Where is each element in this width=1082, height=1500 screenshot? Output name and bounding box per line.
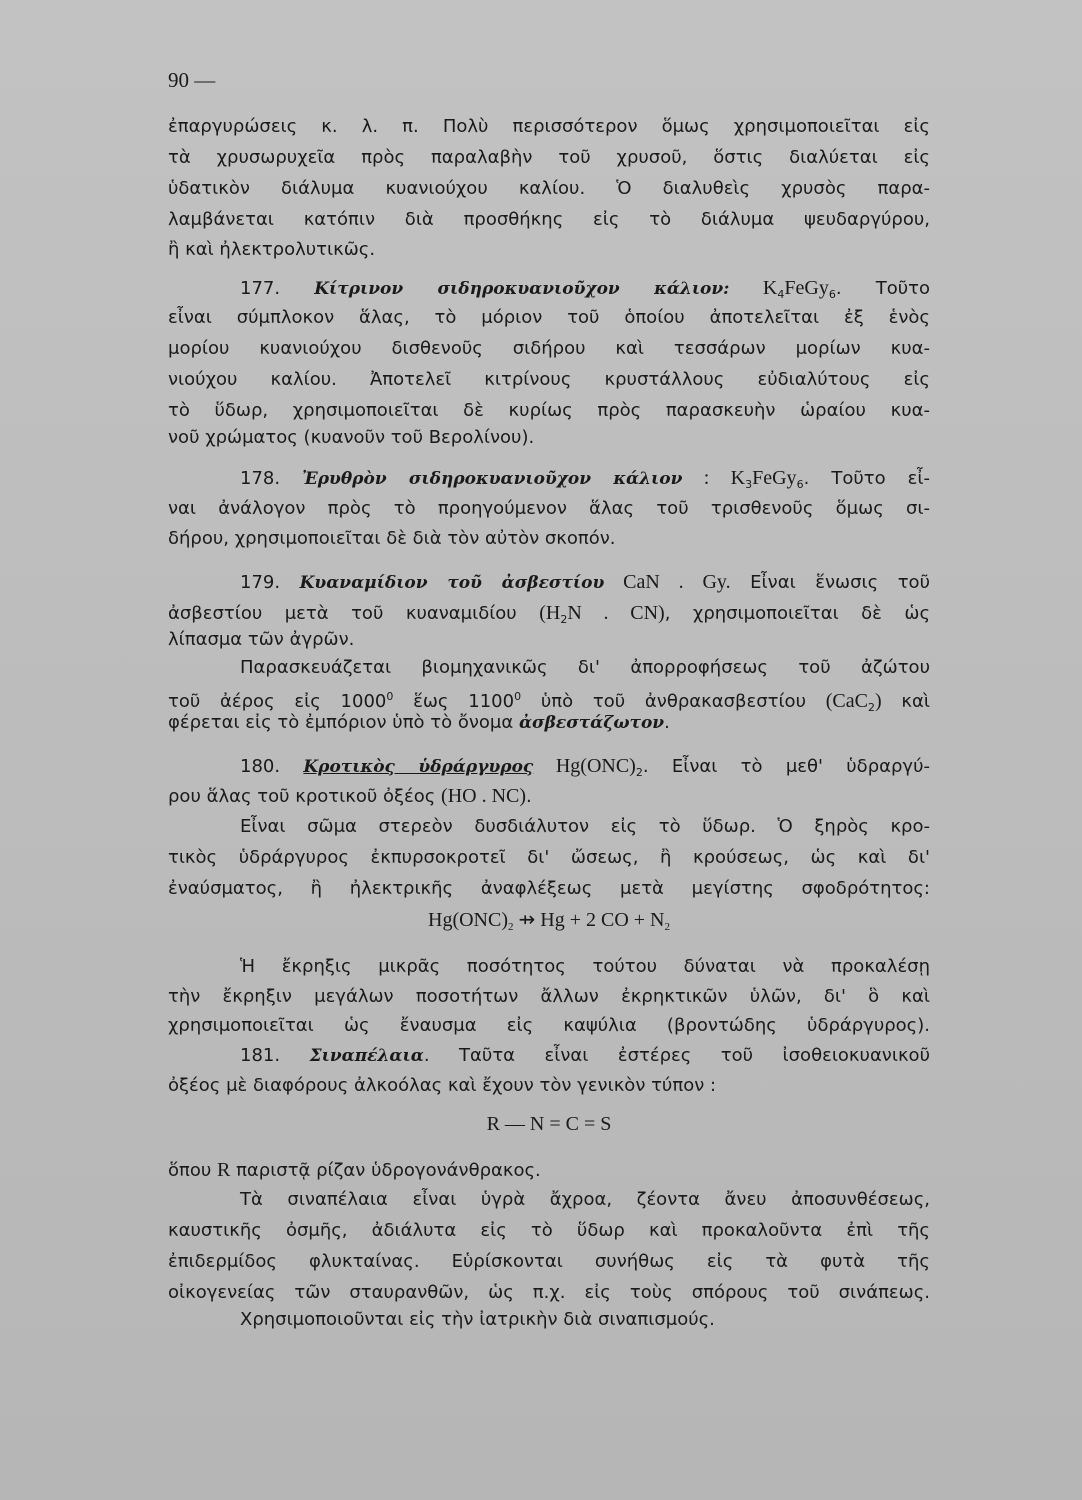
text-segment: 178. — [240, 468, 303, 489]
text-segment: 177. — [240, 278, 315, 299]
text-segment: καυστικῆς ὀσμῆς, ἀδιάλυτα εἰς τὸ ὕδωρ καὶ προκαλοῦντα ἐπὶ τῆς — [168, 1220, 930, 1241]
text-segment: νιούχου καλίου. Ἀποτελεῖ κιτρίνους κρυστάλλους εὐδιαλύτους εἰς — [168, 369, 930, 390]
text-segment: καὶ — [881, 691, 930, 712]
subscript: 6 — [828, 288, 836, 301]
text-line — [240, 1307, 930, 1333]
text-line — [168, 1218, 930, 1244]
text-segment: τὰ χρυσωρυχεῖα πρὸς παραλαβὴν τοῦ χρυσοῦ, ὅστις διαλύεται εἰς — [168, 147, 930, 168]
text-segment: ⇸ Hg + 2 CO + N — [513, 909, 665, 931]
text-segment: Παρασκευάζεται βιομηχανικῶς δι' ἀπορροφήσεως τοῦ ἀζώτου — [240, 657, 930, 678]
text-line — [240, 655, 930, 681]
text-line — [168, 600, 930, 626]
text-segment: . — [664, 712, 670, 733]
superscript: 0 — [514, 690, 522, 703]
text-segment: ὑδατικὸν διάλυμα κυανιούχου καλίου. Ὁ διαλυθεὶς χρυσὸς παρα- — [168, 178, 930, 199]
text-segment: 179. — [240, 572, 300, 593]
text-line — [240, 275, 930, 301]
formula-line — [168, 907, 930, 933]
text-line — [168, 710, 930, 736]
text-segment: . Ταῦτα εἶναι ἐστέρες τοῦ ἰσοθειοκυανικοῦ — [423, 1045, 930, 1066]
page-number: 90 — — [168, 68, 216, 92]
text-line — [168, 1013, 930, 1039]
text-line — [168, 984, 930, 1010]
text-segment: . — [526, 786, 532, 807]
text-segment: FeGy — [752, 467, 797, 489]
text-line — [240, 1187, 930, 1213]
text-segment: CaN . Gy. — [604, 571, 731, 593]
text-segment: φέρεται εἰς τὸ ἐμπόριον ὑπὸ τὸ ὄνομα — [168, 712, 519, 733]
text-line — [240, 569, 930, 595]
subscript: 2 — [560, 613, 568, 626]
text-segment: ) — [874, 690, 882, 712]
text-line — [168, 496, 930, 522]
text-line — [168, 1073, 930, 1099]
section-heading: Ἐρυθρὸν σιδηροκυανιοῦχον κάλιον — [302, 469, 683, 489]
text-line — [240, 814, 930, 840]
text-segment: ἐπαργυρώσεις κ. λ. π. Πολὺ περισσότερον ὅμως χρησιμοποιεῖται εἰς — [168, 116, 930, 137]
text-segment: R — [217, 1159, 231, 1181]
subscript: 2 — [664, 921, 670, 933]
text-segment: ὀξέος μὲ διαφόρους ἀλκοόλας καὶ ἔχουν τὸν γενικὸν τύπον : — [168, 1075, 717, 1096]
text-segment: FeGy — [784, 277, 829, 299]
text-segment: εἶναι σύμπλοκον ἅλας, τὸ μόριον τοῦ ὁποίου ἀποτελεῖται ἐξ ἑνὸς — [168, 307, 930, 328]
text-segment: χρησιμοποιεῖται ὡς ἔναυσμα εἰς καψύλια (βροντώδης ὑδράργυρος). — [168, 1015, 930, 1036]
text-segment: τὸ ὕδωρ, χρησιμοποιεῖται δὲ κυρίως πρὸς παρασκευὴν ὡραίου κυα- — [168, 400, 930, 421]
text-line — [168, 367, 930, 393]
text-line — [168, 336, 930, 362]
text-segment: R — N = C = S — [486, 1113, 612, 1135]
text-segment: ἀσβεστίου μετὰ τοῦ κυαναμιδίου — [168, 603, 540, 624]
text-segment: Ἡ ἔκρηξις μικρᾶς ποσότητος τούτου δύναται νὰ προκαλέσῃ — [240, 956, 930, 977]
text-segment: Hg(ONC) — [428, 909, 508, 931]
text-segment: Εἶναι ἕνωσις τοῦ — [730, 572, 930, 593]
section-heading: Σιναπέλαια — [309, 1046, 424, 1066]
text-segment: Χρησιμοποιοῦνται εἰς τὴν ἰατρικὴν διὰ σιναπισμούς. — [240, 1309, 715, 1330]
text-segment: ὅπου — [168, 1160, 217, 1181]
text-line — [168, 398, 930, 424]
text-line — [168, 176, 930, 202]
formula-line — [168, 1111, 930, 1137]
text-line — [168, 114, 930, 140]
text-segment: . Εἶναι τὸ μεθ' ὑδραργύ- — [642, 756, 930, 777]
subscript: 2 — [508, 921, 514, 933]
text-segment: ἢ καὶ ἠλεκτρολυτικῶς. — [168, 239, 376, 260]
text-line — [168, 876, 930, 902]
text-segment: (CaC — [825, 690, 868, 712]
text-segment: Τὰ σιναπέλαια εἶναι ὑγρὰ ἄχροα, ζέοντα ἄνευ ἀποσυνθέσεως, — [240, 1189, 930, 1210]
text-line — [168, 305, 930, 331]
text-segment: οἰκογενείας τῶν σταυρανθῶν, ὡς π.χ. εἰς τοὺς σπόρους τοῦ σινάπεως. — [168, 1282, 930, 1303]
text-line — [168, 1249, 930, 1275]
text-line — [240, 1043, 930, 1069]
text-line — [240, 954, 930, 980]
text-segment: μορίου κυανιούχου δισθενοῦς σιδήρου καὶ τεσσάρων μορίων κυα- — [168, 338, 930, 359]
text-line — [240, 753, 930, 779]
superscript: 0 — [386, 690, 394, 703]
text-line — [168, 783, 930, 809]
text-line — [240, 465, 930, 491]
text-segment: δήρου, χρησιμοποιεῖται δὲ διὰ τὸν αὐτὸν σκοπόν. — [168, 528, 616, 549]
text-line — [168, 237, 930, 263]
text-segment: 180. — [240, 756, 304, 777]
section-heading: ἀσβεστάζωτον — [518, 713, 665, 733]
text-line — [168, 1280, 930, 1306]
text-line — [168, 845, 930, 871]
text-line — [168, 627, 930, 653]
subscript: 3 — [745, 478, 753, 491]
text-line — [168, 1157, 930, 1183]
section-heading: Κίτρινον σιδηροκυανιοῦχον κάλιον: — [314, 279, 730, 299]
section-heading: Κροτικὸς ὑδράργυρος — [303, 757, 534, 777]
text-segment: λαμβάνεται κατόπιν διὰ προσθήκης εἰς τὸ διάλυμα ψευδαργύρου, — [168, 209, 930, 230]
text-line — [168, 207, 930, 233]
text-segment: τοῦ ἀέρος εἰς 1000 — [168, 691, 387, 712]
text-segment: (HO . NC) — [441, 785, 527, 807]
text-segment: λίπασμα τῶν ἀγρῶν. — [168, 629, 355, 650]
text-line — [168, 526, 930, 552]
text-segment: ὑπὸ τοῦ ἀνθρακασβεστίου — [521, 691, 826, 712]
text-segment: . Τοῦτο — [835, 278, 930, 299]
text-segment: . Τοῦτο εἶ- — [803, 468, 930, 489]
text-line — [168, 684, 930, 714]
text-line — [168, 425, 930, 451]
text-segment: 181. — [240, 1045, 310, 1066]
text-segment: K — [729, 277, 778, 299]
text-segment: N . CN) — [567, 602, 665, 624]
text-segment: (H — [539, 602, 561, 624]
text-segment: ρου ἅλας τοῦ κροτικοῦ ὀξέος — [168, 786, 442, 807]
subscript: 2 — [867, 701, 875, 714]
text-segment: ἐναύσματος, ἢ ἠλεκτρικῆς ἀναφλέξεως μετὰ μεγίστης σφοδρότητος: — [168, 878, 930, 899]
subscript: 2 — [635, 766, 643, 779]
text-segment: Εἶναι σῶμα στερεὸν δυσδιάλυτον εἰς τὸ ὕδωρ. Ὁ ξηρὸς κρο- — [240, 816, 930, 837]
text-line — [168, 145, 930, 171]
text-segment: τικὸς ὑδράργυρος ἐκπυρσοκροτεῖ δι' ὤσεως, ἢ κρούσεως, ὡς καὶ δι' — [168, 847, 930, 868]
text-segment: ἕως 1100 — [393, 691, 515, 712]
text-segment: : K — [682, 467, 746, 489]
text-segment: Hg(ONC) — [533, 755, 636, 777]
text-segment: , χρησιμοποιεῖται δὲ ὡς — [664, 603, 931, 624]
text-segment: ἐπιδερμίδος φλυκταίνας. Εὑρίσκονται συνήθως εἰς τὰ φυτὰ τῆς — [168, 1251, 930, 1272]
text-segment: τὴν ἔκρηξιν μεγάλων ποσοτήτων ἄλλων ἐκρηκτικῶν ὑλῶν, δι' ὃ καὶ — [168, 986, 930, 1007]
subscript: 6 — [796, 478, 804, 491]
text-segment: ναι ἀνάλογον πρὸς τὸ προηγούμενον ἅλας τοῦ τρισθενοῦς ὅμως σι- — [168, 498, 930, 519]
text-segment: παριστᾷ ρίζαν ὑδρογονάνθρακος. — [230, 1160, 541, 1181]
section-heading: Κυαναμίδιον τοῦ ἀσβεστίου — [299, 573, 605, 593]
subscript: 4 — [777, 288, 785, 301]
text-segment: νοῦ χρώματος (κυανοῦν τοῦ Βερολίνου). — [168, 427, 535, 448]
